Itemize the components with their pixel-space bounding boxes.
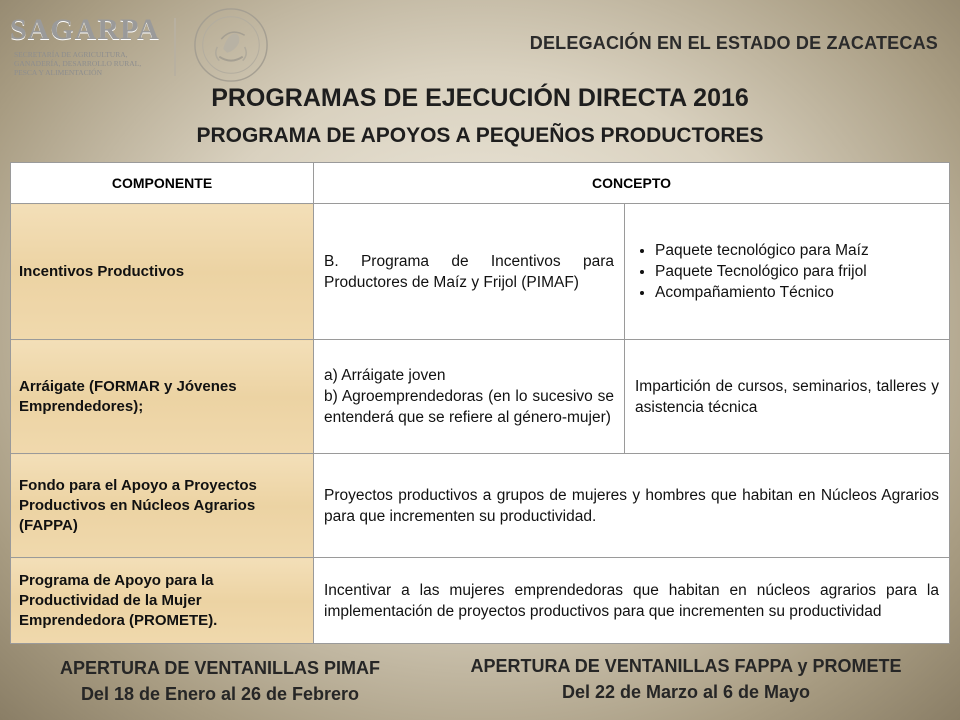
footer-fappa-title: APERTURA DE VENTANILLAS FAPPA y PROMETE (470, 656, 902, 676)
footer-pimaf (20, 656, 420, 708)
footer-pimaf-title: APERTURA DE VENTANILLAS PIMAF (59, 658, 380, 678)
detalle-cell: Impartición de cursos, seminarios, talleres y asistencia técnica (625, 340, 950, 454)
concepto-cell: Proyectos productivos a grupos de mujeres y hombres que habitan en Núcleos Agrarios para que incrementen su productividad. (314, 454, 950, 558)
list-item: • Paquete tecnológico para Maíz (655, 240, 939, 261)
componente-cell: Arráigate (FORMAR y Jóvenes Emprendedores); (11, 340, 314, 454)
concepto-cell: B. Programa de Incentivos para Productores de Maíz y Frijol (PIMAF) (314, 204, 625, 340)
concepto-cell (314, 340, 625, 454)
header-componente: COMPONENTE (11, 163, 314, 204)
delegacion-label: DELEGACIÓN EN EL ESTADO DE ZACATECAS (529, 33, 938, 53)
concepto-line: b) Agroemprendedoras (en lo sucesivo se entenderá que se refiere al género-mujer) (324, 388, 614, 426)
detalle-list (635, 240, 939, 303)
header-concepto: CONCEPTO (314, 163, 950, 204)
programs-table (10, 162, 950, 644)
concepto-line: a) Arráigate joven (324, 367, 446, 384)
list-item: • Acompañamiento Técnico (655, 282, 939, 303)
footer-fappa-promete (436, 654, 936, 706)
table-row (11, 204, 950, 340)
table-row (11, 454, 950, 558)
list-item: • Paquete Tecnológico para frijol (655, 261, 939, 282)
logo-divider (174, 18, 176, 76)
table-row (11, 558, 950, 644)
footer-pimaf-dates: Del 18 de Enero al 26 de Febrero (80, 684, 360, 704)
table-row (11, 340, 950, 454)
logo-subtitle: SECRETARÍA DE AGRICULTURA, GANADERÍA, DESARROLLO RURAL, PESCA Y ALIMENTACIÓN (14, 50, 142, 77)
mexico-seal-icon (192, 6, 270, 84)
componente-cell: Incentivos Productivos (11, 204, 314, 340)
detalle-cell (625, 204, 950, 340)
footer-fappa-dates: Del 22 de Marzo al 6 de Mayo (561, 682, 811, 702)
page-title: PROGRAMAS DE EJECUCIÓN DIRECTA 2016 (211, 84, 749, 112)
componente-cell: Fondo para el Apoyo a Proyectos Productivos en Núcleos Agrarios (FAPPA) (11, 454, 314, 558)
page-subtitle: PROGRAMA DE APOYOS A PEQUEÑOS PRODUCTORES (196, 124, 764, 147)
sagarpa-logo (10, 14, 175, 94)
componente-cell: Programa de Apoyo para la Productividad de la Mujer Emprendedora (PROMETE). (11, 558, 314, 644)
table-header-row (11, 163, 950, 204)
concepto-cell: Incentivar a las mujeres emprendedoras que habitan en núcleos agrarios para la implementación de proyectos productivos para que incrementen su productividad (314, 558, 950, 644)
logo-text: SAGARPA (10, 13, 160, 46)
